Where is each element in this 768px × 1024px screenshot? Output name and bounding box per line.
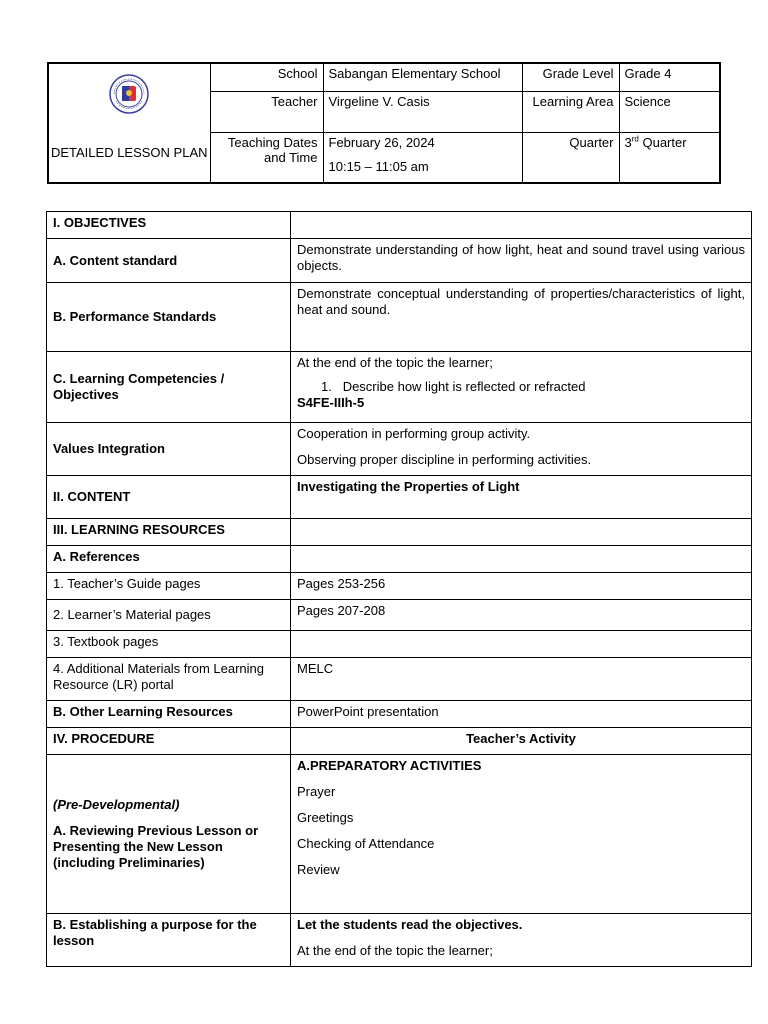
table-row (47, 423, 752, 476)
table-row (47, 476, 752, 519)
table-row (47, 631, 752, 658)
competency-code: S4FE-IIIh-5 (297, 395, 365, 410)
establishing-purpose-value (291, 914, 752, 967)
deped-seal-icon (109, 74, 149, 114)
preparatory-heading: A.PREPARATORY ACTIVITIES (297, 758, 482, 773)
content-label: II. CONTENT (47, 476, 291, 519)
table-row (47, 283, 752, 352)
performance-standards-label: B. Performance Standards (47, 283, 291, 352)
pre-developmental-label: (Pre-Developmental) (53, 797, 180, 812)
procedure-heading: IV. PROCEDURE (47, 728, 291, 755)
logo-cell (49, 64, 210, 182)
learning-area-label: Learning Area (522, 91, 619, 132)
performance-standards-value: Demonstrate conceptual understanding of properties/characteristics of light, heat and sound. (291, 283, 752, 352)
table-row (47, 352, 752, 423)
competency-item: Describe how light is reflected or refracted (342, 379, 586, 394)
empty-cell (291, 546, 752, 573)
list-number: 1. (321, 379, 332, 394)
teacher-label: Teacher (210, 91, 323, 132)
empty-cell (291, 212, 752, 239)
list-item (297, 379, 745, 395)
table-row (47, 728, 752, 755)
table-row (47, 573, 752, 600)
review-cell (47, 755, 291, 914)
table-row (47, 658, 752, 701)
values-item: Observing proper discipline in performing activities. (297, 452, 592, 467)
objectives-heading: I. OBJECTIVES (47, 212, 291, 239)
quarter-label: Quarter (522, 132, 619, 182)
table-row (47, 914, 752, 967)
values-integration-value (291, 423, 752, 476)
content-standard-value: Demonstrate understanding of how light, heat and sound travel using various objects. (291, 239, 752, 283)
list-item: Checking of Attendance (297, 836, 435, 851)
preparatory-activities-cell (291, 755, 752, 914)
table-row (47, 212, 752, 239)
learners-material-value: Pages 207-208 (291, 600, 752, 631)
learning-area-value: Science (619, 91, 719, 132)
references-label: A. References (47, 546, 291, 573)
content-standard-label: A. Content standard (47, 239, 291, 283)
empty-cell (291, 519, 752, 546)
lesson-plan-table (46, 211, 752, 967)
quarter-number: 3 (624, 134, 632, 150)
teachers-activity-heading: Teacher’s Activity (291, 728, 752, 755)
learning-competencies-value (291, 352, 752, 423)
teachers-guide-label: 1. Teacher’s Guide pages (47, 573, 291, 600)
values-item: Cooperation in performing group activity. (297, 426, 531, 441)
document-title: DETAILED LESSON PLAN (50, 145, 208, 160)
school-value: Sabangan Elementary School (323, 64, 522, 91)
quarter-word: Quarter (642, 134, 687, 150)
learning-competencies-label: C. Learning Competencies / Objectives (47, 352, 291, 423)
additional-materials-label: 4. Additional Materials from Learning Resource (LR) portal (47, 658, 291, 701)
teachers-guide-value: Pages 253-256 (291, 573, 752, 600)
table-row (47, 701, 752, 728)
purpose-item: Let the students read the objectives. (297, 917, 523, 932)
grade-level-label: Grade Level (522, 64, 619, 91)
teaching-date: February 26, 2024 (328, 134, 435, 150)
list-item: Review (297, 862, 340, 877)
list-item: Prayer (297, 784, 336, 799)
teaching-dates-value (323, 132, 522, 182)
other-resources-label: B. Other Learning Resources (47, 701, 291, 728)
learning-resources-heading: III. LEARNING RESOURCES (47, 519, 291, 546)
teaching-time: 10:15 – 11:05 am (328, 158, 429, 174)
review-lesson-label: A. Reviewing Previous Lesson or Presenting the New Lesson (including Preliminaries) (53, 823, 259, 870)
values-integration-label: Values Integration (47, 423, 291, 476)
quarter-ordinal: rd (631, 134, 639, 144)
school-label: School (210, 64, 323, 91)
empty-cell (291, 631, 752, 658)
grade-level-value: Grade 4 (619, 64, 719, 91)
purpose-item: At the end of the topic the learner; (297, 943, 493, 958)
table-row (47, 239, 752, 283)
competencies-intro: At the end of the topic the learner; (297, 355, 493, 370)
list-item: Greetings (297, 810, 354, 825)
table-row (47, 519, 752, 546)
teaching-dates-label: Teaching Dates and Time (210, 132, 323, 182)
teacher-value: Virgeline V. Casis (323, 91, 522, 132)
establishing-purpose-label: B. Establishing a purpose for the lesson (47, 914, 291, 967)
content-value: Investigating the Properties of Light (291, 476, 752, 519)
lesson-plan-header (47, 62, 721, 184)
learners-material-label: 2. Learner’s Material pages (47, 600, 291, 631)
table-row (47, 600, 752, 631)
textbook-pages-label: 3. Textbook pages (47, 631, 291, 658)
quarter-value (619, 132, 719, 182)
header-table (49, 64, 719, 182)
table-row (47, 546, 752, 573)
other-resources-value: PowerPoint presentation (291, 701, 752, 728)
additional-materials-value: MELC (291, 658, 752, 701)
table-row (47, 755, 752, 914)
